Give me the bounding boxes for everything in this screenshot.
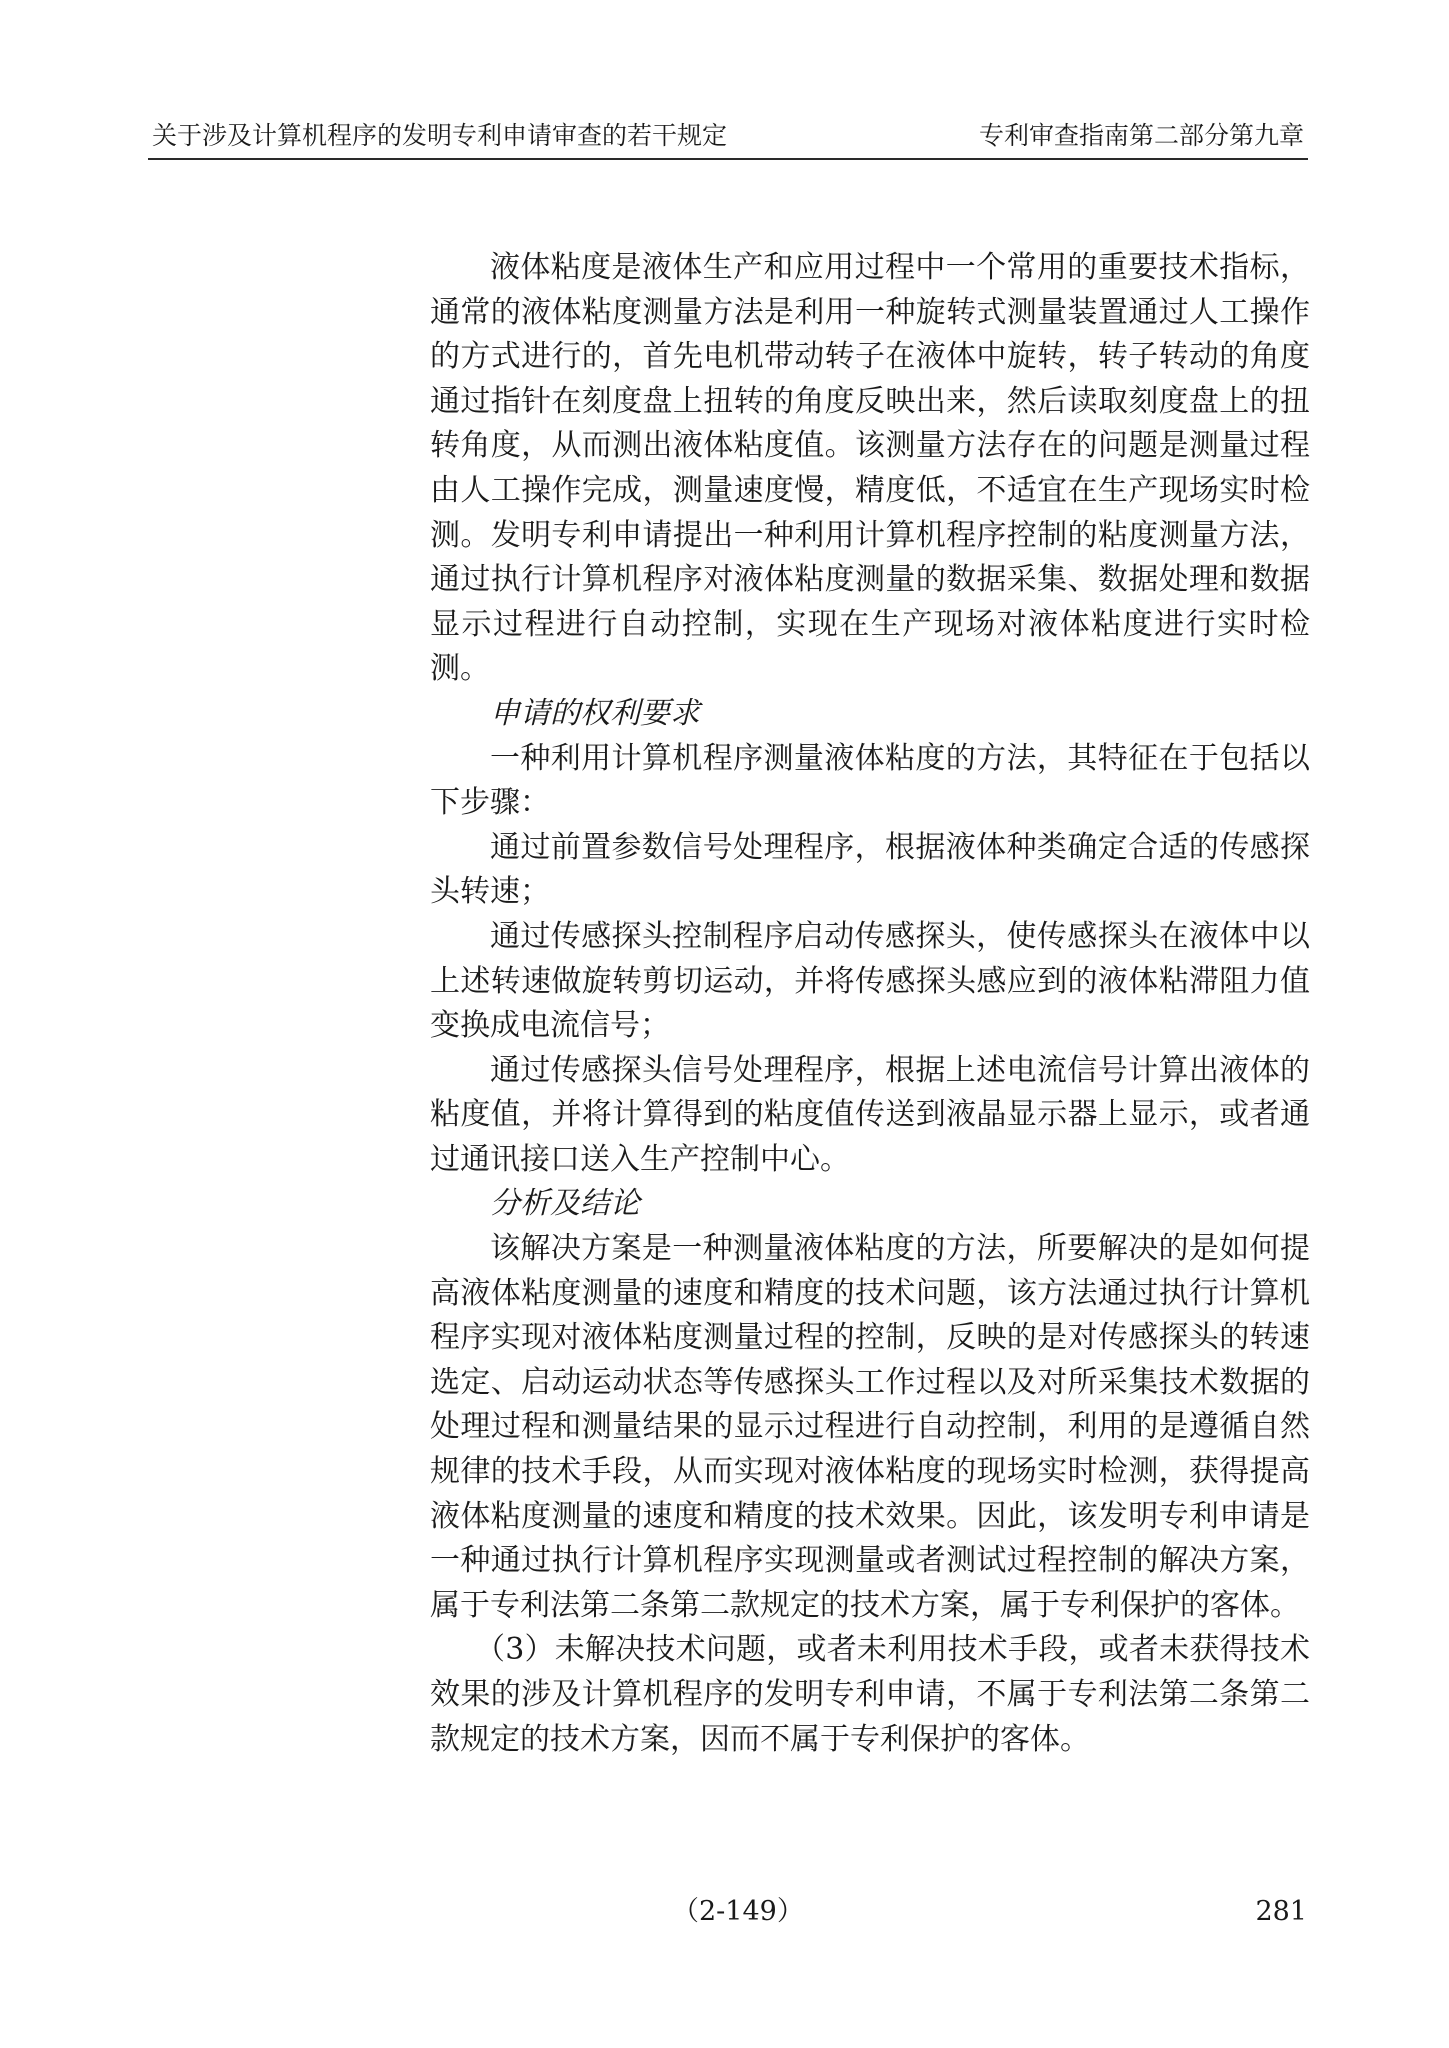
header-left-title: 关于涉及计算机程序的发明专利申请审查的若干规定: [152, 121, 728, 150]
paragraph-claim-preamble: 一种利用计算机程序测量液体粘度的方法，其特征在于包括以下步骤：: [430, 740, 1310, 821]
subheading-analysis: 分析及结论: [490, 1186, 640, 1222]
paragraph-claim-step-1: 通过前置参数信号处理程序，根据液体种类确定合适的传感探头转速；: [430, 829, 1310, 910]
paragraph-background: 液体粘度是液体生产和应用过程中一个常用的重要技术指标，通常的液体粘度测量方法是利用一种旋转式测量装置通过人工操作的方式进行的，首先电机带动转子在液体中旋转，转子转动的角度通过指针在刻度盘上扭转的角度反映出来，然后读取刻度盘上的扭转角度，从而测出液体粘度值。该测量方法存在的问题是测量过程由人工操作完成，测量速度慢，精度低，不适宜在生产现场实时检测。发明专利申请提出一种利用计算机程序控制的粘度测量方法，通过执行计算机程序对液体粘度测量的数据采集、数据处理和数据显示过程进行自动控制，实现在生产现场对液体粘度进行实时检测。: [430, 250, 1310, 687]
header-right-chapter: 专利审查指南第二部分第九章: [978, 121, 1304, 150]
running-header: [148, 118, 1308, 160]
section-number: （2-149）: [672, 1896, 804, 1927]
body-text: [430, 246, 1310, 1762]
subheading-claims: 申请的权利要求: [490, 695, 700, 731]
paragraph-claim-step-3: 通过传感探头信号处理程序，根据上述电流信号计算出液体的粘度值，并将计算得到的粘度值传送到液晶显示器上显示，或者通过通讯接口送入生产控制中心。: [430, 1052, 1310, 1177]
paragraph-item-3: （3）未解决技术问题，或者未利用技术手段，或者未获得技术效果的涉及计算机程序的发明专利申请，不属于专利法第二条第二款规定的技术方案，因而不属于专利保护的客体。: [430, 1632, 1310, 1757]
paragraph-claim-step-2: 通过传感探头控制程序启动传感探头，使传感探头在液体中以上述转速做旋转剪切运动，并将传感探头感应到的液体粘滞阻力值变换成电流信号；: [430, 918, 1310, 1044]
paragraph-analysis: 该解决方案是一种测量液体粘度的方法，所要解决的是如何提高液体粘度测量的速度和精度的技术问题，该方法通过执行计算机程序实现对液体粘度测量过程的控制，反映的是对传感探头的转速选定、启动运动状态等传感探头工作过程以及对所采集技术数据的处理过程和测量结果的显示过程进行自动控制，利用的是遵循自然规律的技术手段，从而实现对液体粘度的现场实时检测，获得提高液体粘度测量的速度和精度的技术效果。因此，该发明专利申请是一种通过执行计算机程序实现测量或者测试过程控制的解决方案，属于专利法第二条第二款规定的技术方案，属于专利保护的客体。: [430, 1231, 1310, 1623]
page-number: 281: [1255, 1896, 1307, 1927]
